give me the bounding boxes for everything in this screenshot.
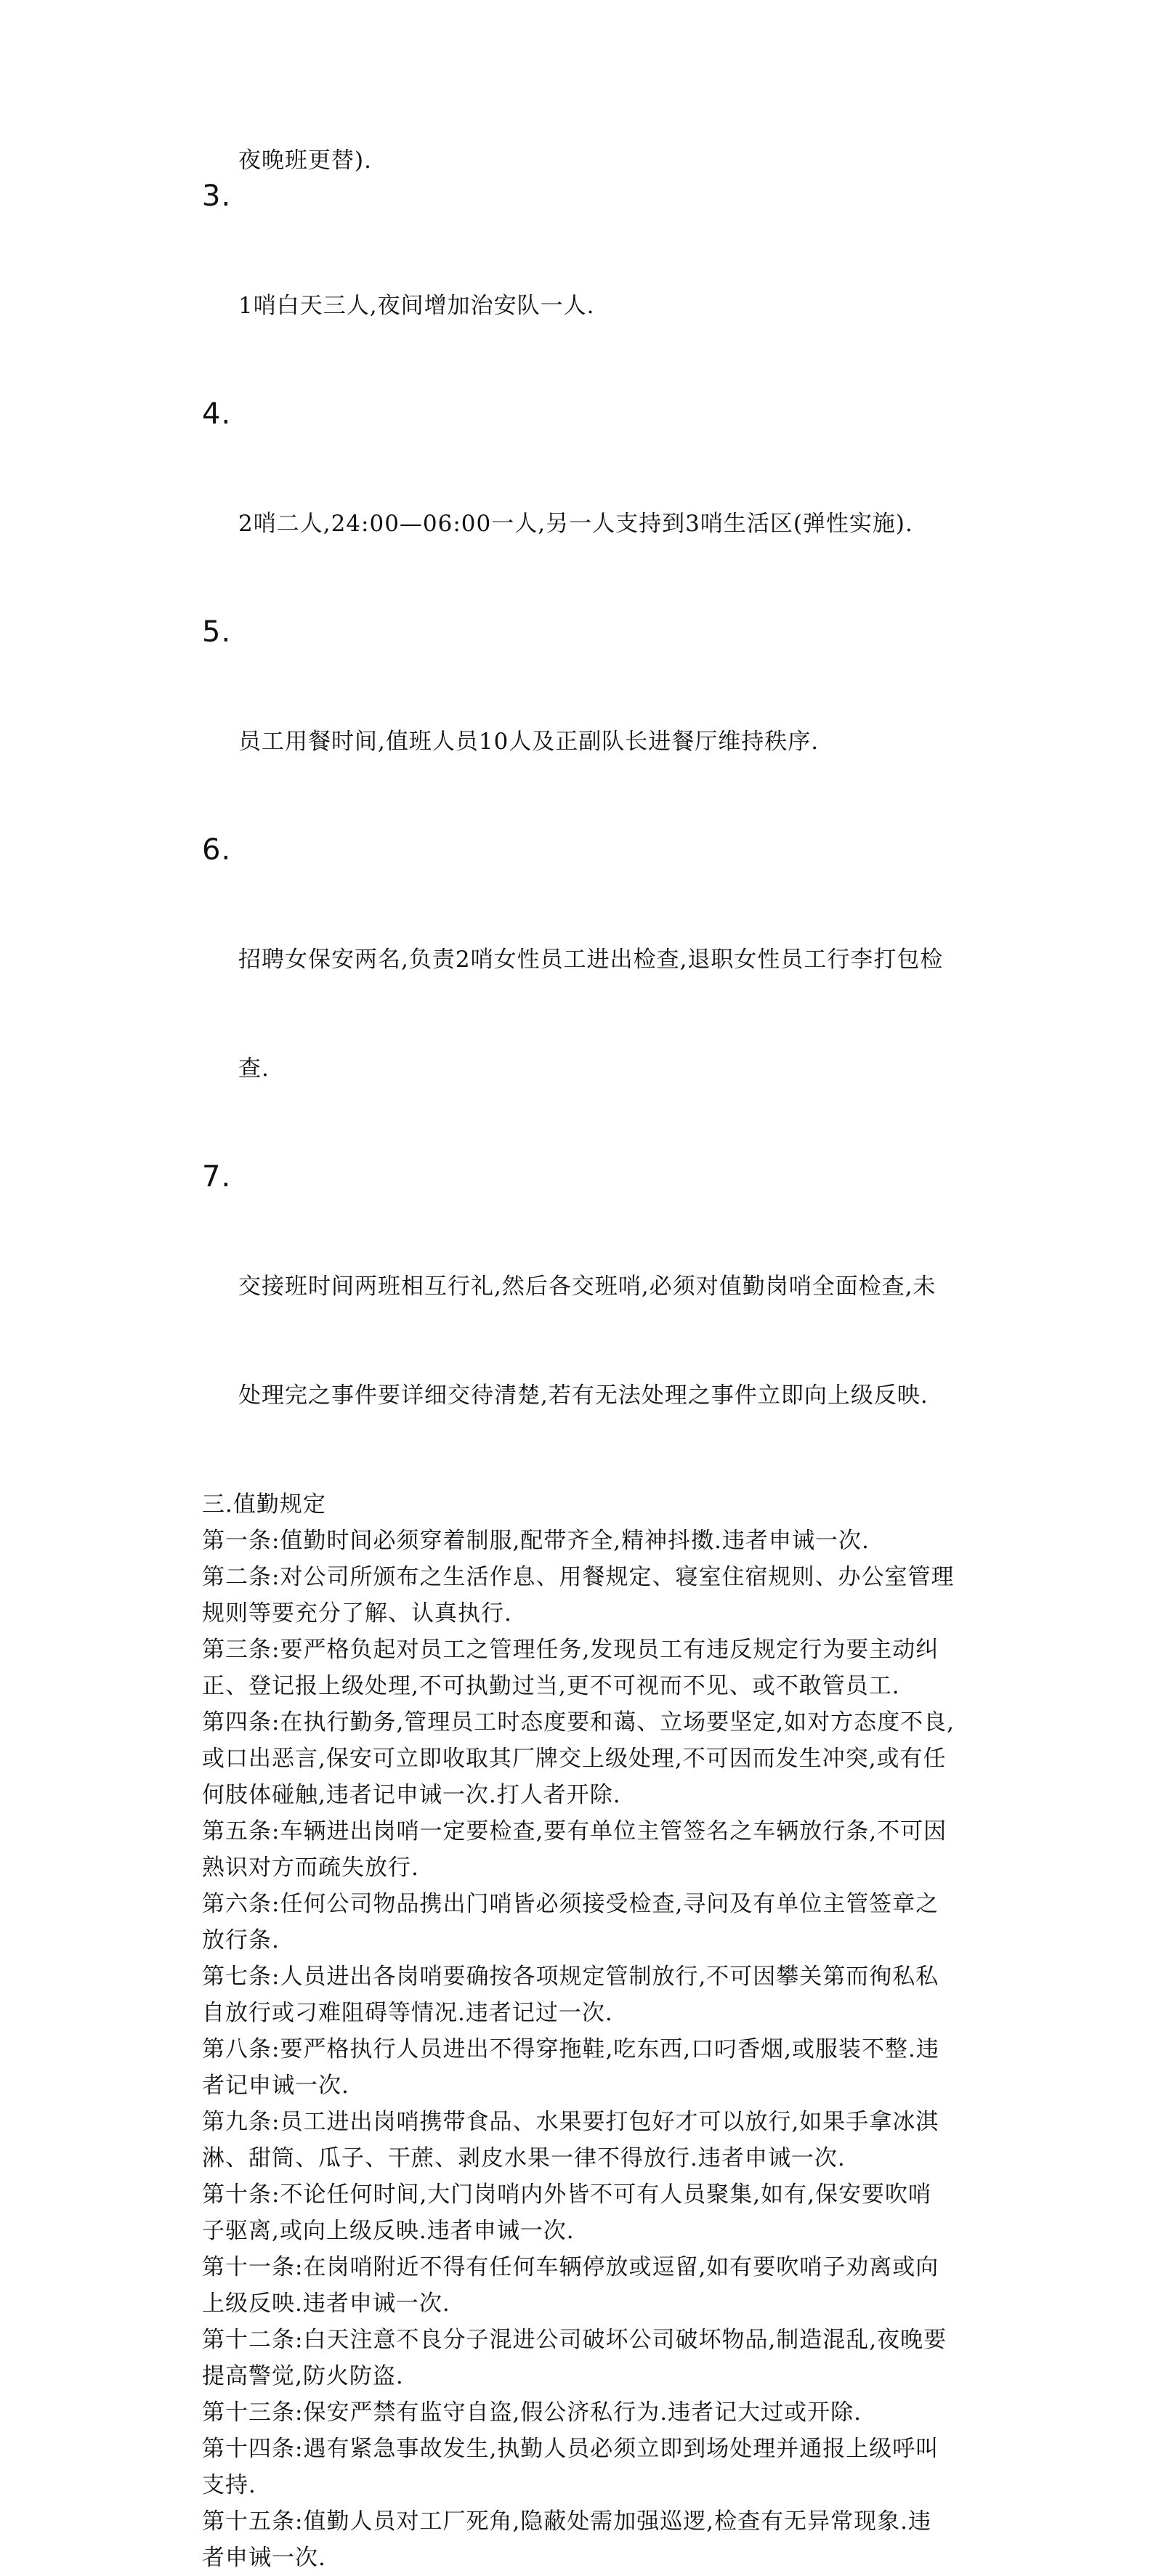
article-line: 正、登记报上级处理,不可执勤过当,更不可视而不见、或不敢管员工.	[202, 1673, 900, 1699]
item-number: 6.	[202, 833, 232, 867]
article-line: 放行条.	[202, 1927, 280, 1953]
article-line: 者申诫一次.	[202, 2545, 326, 2571]
article-line: 第三条:要严格负起对员工之管理任务,发现员工有违反规定行为要主动纠	[202, 1637, 939, 1663]
article-line: 第六条:任何公司物品携出门哨皆必须接受检查,寻问及有单位主管签章之	[202, 1891, 939, 1917]
numbered-list	[202, 179, 972, 1486]
article-line: 第七条:人员进出各岗哨要确按各项规定管制放行,不可因攀关第而徇私私	[202, 1964, 939, 1990]
article-1	[202, 1523, 972, 1559]
article-line: 何肢体碰触,违者记申诫一次.打人者开除.	[202, 1782, 621, 1808]
item-text: 2哨二人,24:00—06:00一人,另一人支持到3哨生活区(弹性实施).	[238, 511, 913, 537]
article-line: 子驱离,或向上级反映.违者申诫一次.	[202, 2218, 575, 2244]
article-11	[202, 2249, 972, 2322]
item-number: 4.	[202, 397, 232, 431]
article-line: 第十三条:保安严禁有监守自盗,假公济私行为.违者记大过或开除.	[202, 2399, 862, 2426]
article-2	[202, 1559, 972, 1632]
article-line: 熟识对方而疏失放行.	[202, 1855, 419, 1881]
article-line: 第九条:员工进出岗哨携带食品、水果要打包好才可以放行,如果手拿冰淇	[202, 2109, 939, 2135]
item-text-continued: 查.	[238, 1056, 270, 1082]
article-3	[202, 1632, 972, 1704]
article-14	[202, 2431, 972, 2503]
articles-list	[202, 1523, 972, 2576]
list-item-6	[202, 833, 972, 1159]
article-line: 或口出恶言,保安可立即收取其厂牌交上级处理,不可因而发生冲突,或有任	[202, 1746, 947, 1772]
article-13	[202, 2394, 972, 2431]
section-heading: 三.值勤规定	[202, 1491, 326, 1518]
article-line: 第二条:对公司所颁布之生活作息、用餐规定、寝室住宿规则、办公室管理	[202, 1564, 955, 1590]
article-line: 者记申诫一次.	[202, 2073, 349, 2099]
article-6	[202, 1886, 972, 1959]
list-item-3	[202, 179, 972, 397]
continuation-text: 夜晚班更替).	[238, 147, 372, 174]
article-line: 第十二条:白天注意不良分子混进公司破坏公司破坏物品,制造混乱,夜晚要	[202, 2327, 947, 2353]
item-text-continued: 处理完之事件要详细交待清楚,若有无法处理之事件立即向上级反映.	[238, 1382, 929, 1409]
list-item-7	[202, 1159, 972, 1486]
article-line: 提高警觉,防火防盗.	[202, 2363, 404, 2389]
article-line: 淋、甜筒、瓜子、干蔗、剥皮水果一律不得放行.违者申诫一次.	[202, 2145, 846, 2171]
article-5	[202, 1813, 972, 1886]
item-number: 5.	[202, 615, 232, 649]
article-10	[202, 2176, 972, 2249]
article-9	[202, 2104, 972, 2176]
article-line: 上级反映.违者申诫一次.	[202, 2291, 450, 2317]
article-4	[202, 1704, 972, 1813]
item-text: 招聘女保安两名,负责2哨女性员工进出检查,退职女性员工行李打包检	[238, 947, 944, 973]
article-line: 第十条:不论任何时间,大门岗哨内外皆不可有人员聚集,如有,保安要吹哨	[202, 2182, 932, 2208]
article-15	[202, 2503, 972, 2576]
article-line: 第五条:车辆进出岗哨一定要检查,要有单位主管签名之车辆放行条,不可因	[202, 1818, 947, 1844]
article-line: 第四条:在执行勤务,管理员工时态度要和蔼、立场要坚定,如对方态度不良,	[202, 1709, 955, 1735]
article-line: 第十一条:在岗哨附近不得有任何车辆停放或逗留,如有要吹哨子劝离或向	[202, 2254, 939, 2280]
item-text: 1哨白天三人,夜间增加治安队一人.	[238, 293, 595, 319]
article-7	[202, 1959, 972, 2031]
article-8	[202, 2031, 972, 2104]
article-line: 支持.	[202, 2472, 256, 2498]
document-page	[202, 142, 972, 2576]
article-line: 第十五条:值勤人员对工厂死角,隐蔽处需加强巡逻,检查有无异常现象.违	[202, 2508, 932, 2535]
item-number: 3.	[202, 179, 232, 213]
article-12	[202, 2322, 972, 2394]
item-text: 员工用餐时间,值班人员10人及正副队长进餐厅维持秩序.	[238, 729, 820, 755]
list-item-4	[202, 397, 972, 615]
article-line: 第十四条:遇有紧急事故发生,执勤人员必须立即到场处理并通报上级呼叫	[202, 2436, 939, 2462]
article-line: 第一条:值勤时间必须穿着制服,配带齐全,精神抖擞.违者申诫一次.	[202, 1528, 870, 1554]
item-text: 交接班时间两班相互行礼,然后各交班哨,必须对值勤岗哨全面检查,未	[238, 1273, 936, 1300]
article-line: 自放行或刁难阻碍等情况.违者记过一次.	[202, 2000, 613, 2026]
article-line: 第八条:要严格执行人员进出不得穿拖鞋,吃东西,口叼香烟,或服装不整.违	[202, 2036, 939, 2062]
list-item-5	[202, 615, 972, 833]
article-line: 规则等要充分了解、认真执行.	[202, 1600, 512, 1627]
item-number: 7.	[202, 1160, 232, 1194]
